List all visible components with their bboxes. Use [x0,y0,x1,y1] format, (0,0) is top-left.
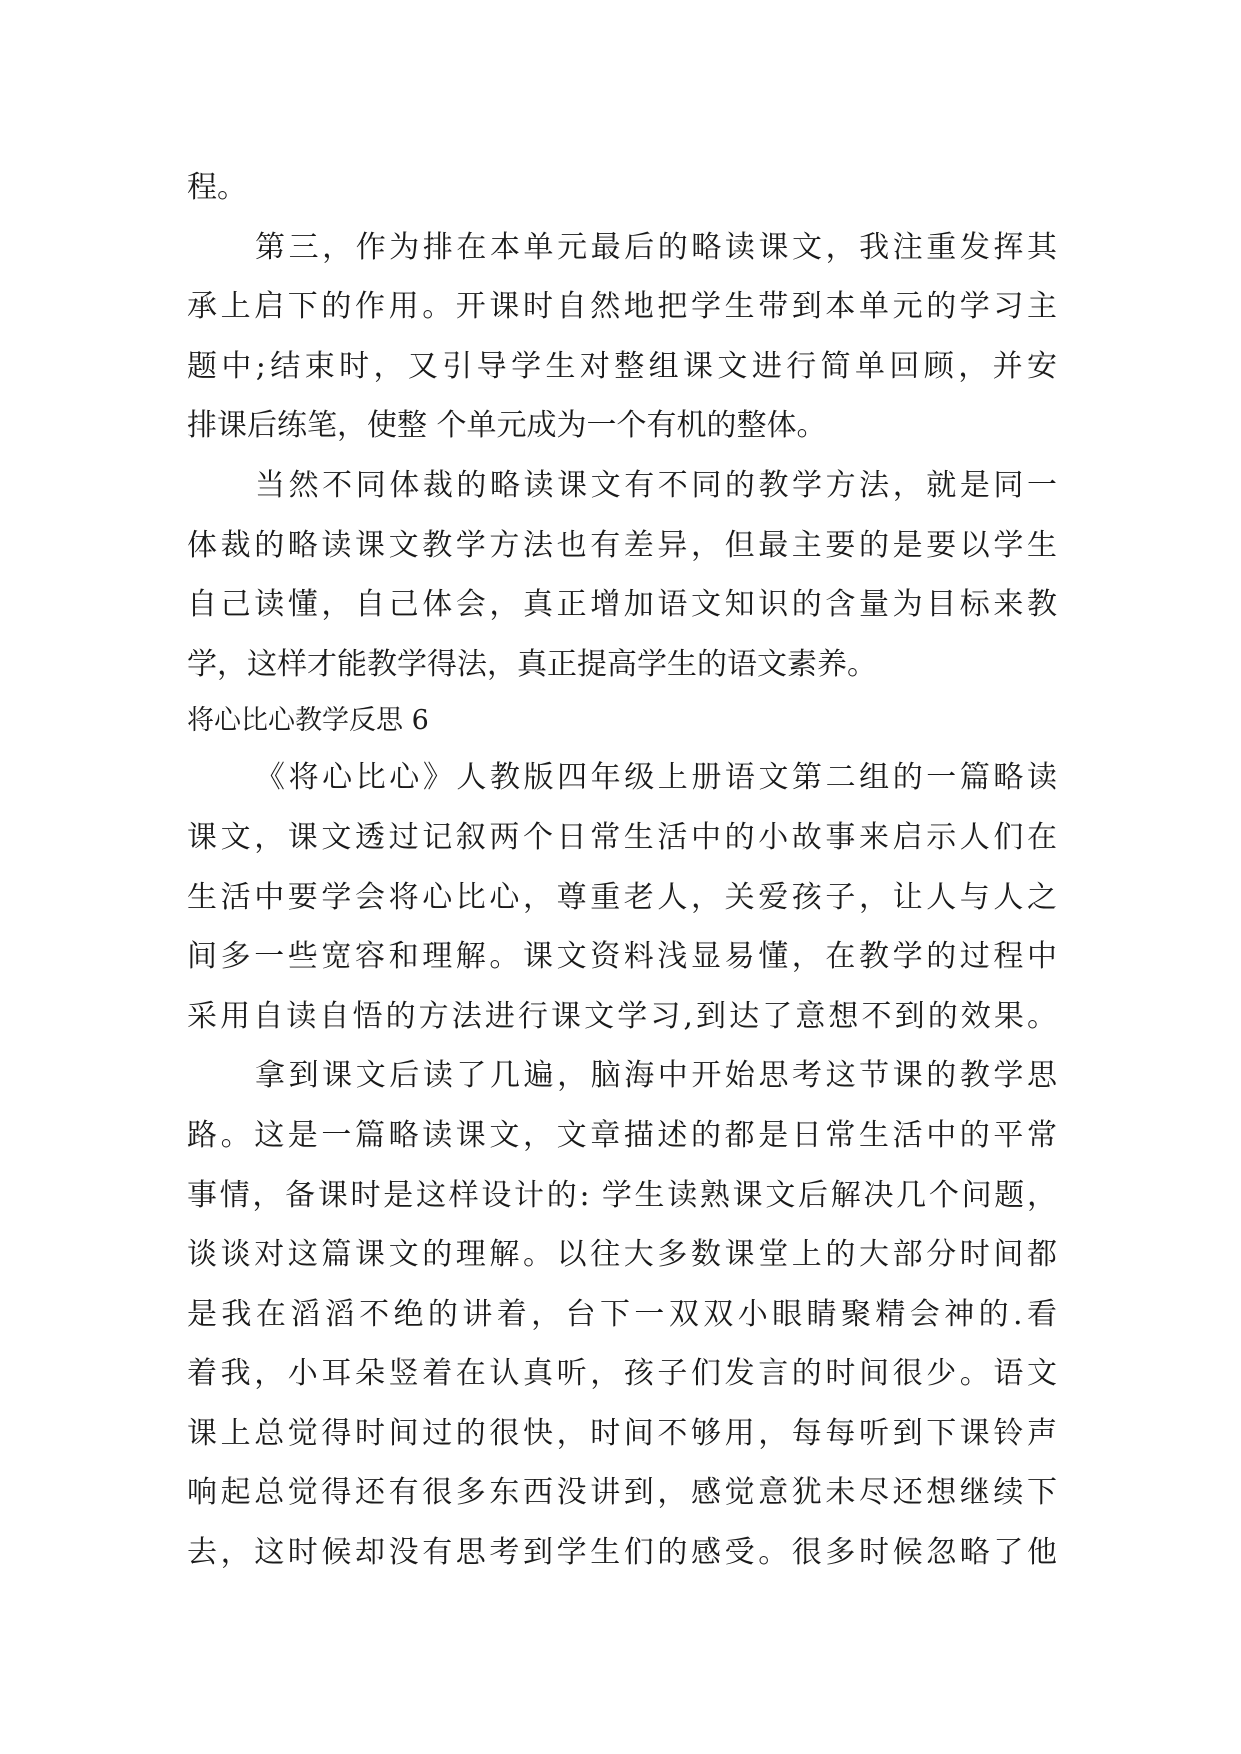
text-line: 第三，作为排在本单元最后的略读课文，我注重发挥其 [255,229,1057,265]
text-line: 谈谈对这篇课文的理解。以往大多数课堂上的大部分时间都 [187,1237,1057,1273]
document-body [187,158,1057,1583]
text-line: 程。 [187,170,247,205]
text-line: 承上启下的作用。开课时自然地把学生带到本单元的学习主 [187,289,1057,325]
text-line: 生活中要学会将心比心，尊重老人，关爱孩子，让人与人之 [187,879,1057,915]
text-line: 响起总觉得还有很多东西没讲到，感觉意犹未尽还想继续下 [187,1475,1057,1511]
text-line: 间多一些宽容和理解。课文资料浅显易懂，在教学的过程中 [187,939,1057,975]
text-line: 自己读懂，自己体会，真正增加语文知识的含量为目标来教 [187,587,1057,623]
text-line: 事情，备课时是这样设计的: 学生读熟课文后解决几个问题， [187,1177,1057,1213]
text-line: 题中;结束时，又引导学生对整组课文进行简单回顾，并安 [187,348,1057,384]
paragraph-intro [187,748,1057,1046]
text-line: 采用自读自悟的方法进行课文学习,到达了意想不到的效果。 [187,998,1057,1034]
text-line: 排课后练笔，使整 个单元成为一个有机的整体。 [187,408,827,444]
text-line: 体裁的略读课文教学方法也有差异，但最主要的是要以学生 [187,527,1057,563]
text-line: 《将心比心》人教版四年级上册语文第二组的一篇略读 [255,760,1057,796]
section-title: 将心比心教学反思 6 [187,705,429,737]
paragraph-continuation [187,158,1057,218]
text-line: 学，这样才能教学得法，真正提高学生的语文素养。 [187,646,877,682]
text-line: 课上总觉得时间过的很快，时间不够用，每每听到下课铃声 [187,1415,1057,1451]
text-line: 路。这是一篇略读课文，文章描述的都是日常生活中的平常 [187,1117,1057,1153]
text-line: 当然不同体裁的略读课文有不同的教学方法，就是同一 [255,467,1057,503]
text-line: 着我，小耳朵竖着在认真听，孩子们发言的时间很少。语文 [187,1356,1057,1392]
text-line: 是我在滔滔不绝的讲着，台下一双双小眼睛聚精会神的.看 [187,1296,1057,1332]
paragraph-reflection [187,1046,1057,1582]
text-line: 课文，课文透过记叙两个日常生活中的小故事来启示人们在 [187,819,1057,855]
text-line: 去，这时候却没有思考到学生们的感受。很多时候忽略了他 [187,1535,1057,1571]
text-line: 拿到课文后读了几遍，脑海中开始思考这节课的教学思 [255,1058,1057,1094]
paragraph-third-point [187,218,1057,456]
paragraph-conclusion [187,456,1057,694]
